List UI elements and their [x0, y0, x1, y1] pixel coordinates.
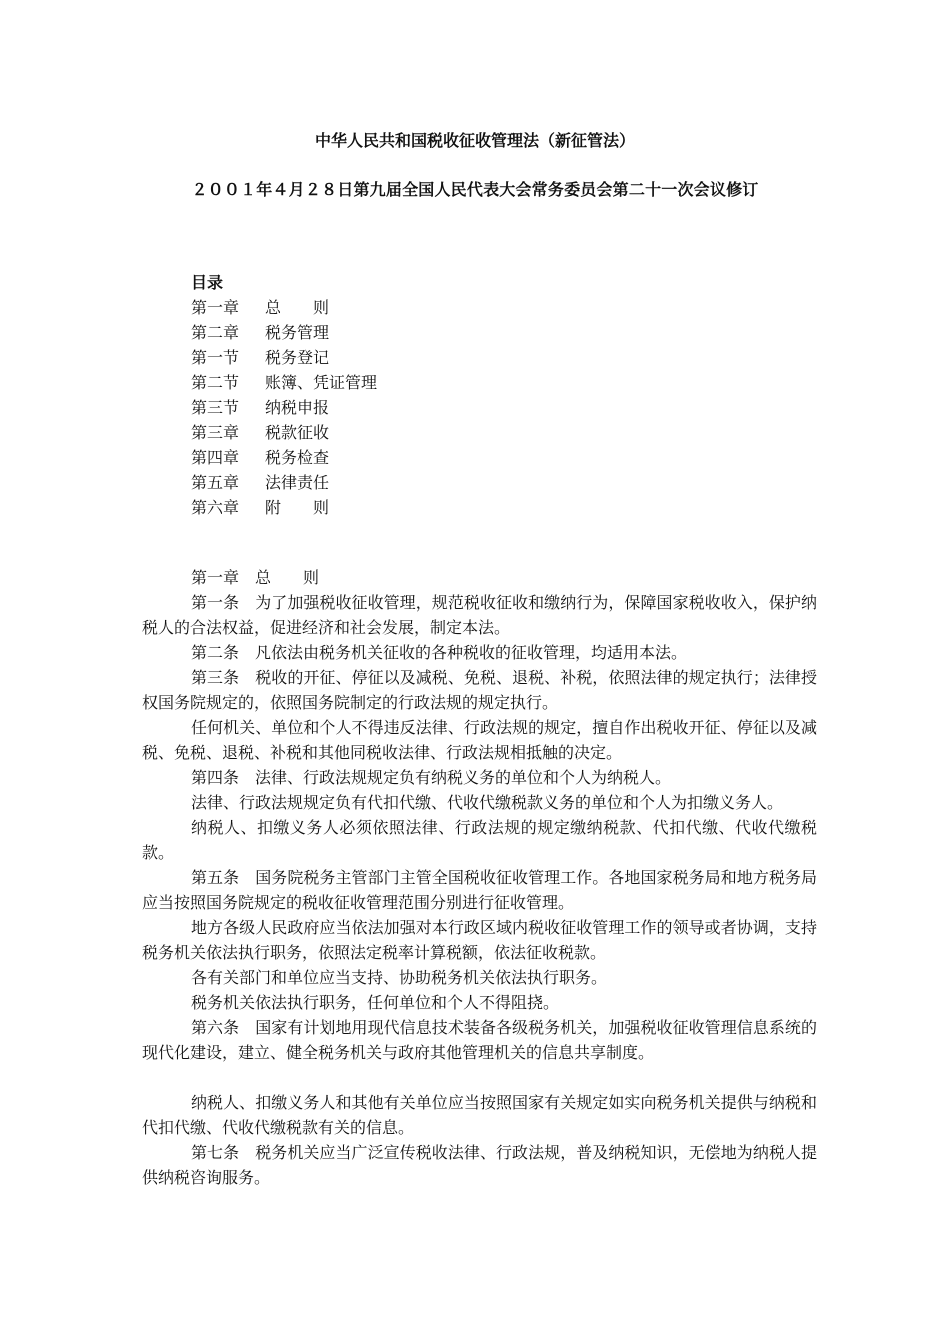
document-subtitle: ２００１年４月２８日第九届全国人民代表大会常务委员会第二十一次会议修订	[191, 180, 759, 199]
document-title: 中华人民共和国税收征收管理法（新征管法）	[314, 131, 635, 150]
toc-item	[191, 320, 377, 345]
article-paragraph: 法律、行政法规规定负有代扣代缴、代收代缴税款义务的单位和个人为扣缴义务人。	[191, 793, 784, 812]
table-of-contents	[191, 270, 377, 520]
toc-item-name: 附 则	[265, 498, 330, 517]
article-paragraph: 纳税人、扣缴义务人必须依照法律、行政法规的规定缴纳税款、代扣代缴、代收代缴税款。	[142, 818, 817, 862]
article-paragraph: 第七条 税务机关应当广泛宣传税收法律、行政法规，普及纳税知识，无偿地为纳税人提供纳税咨询服务。	[142, 1143, 817, 1187]
toc-item-name: 税务检查	[265, 448, 330, 467]
toc-item	[191, 395, 377, 420]
article-paragraph: 各有关部门和单位应当支持、协助税务机关依法执行职务。	[191, 968, 608, 987]
toc-item-number: 第三章	[191, 423, 240, 442]
article-paragraph: 纳税人、扣缴义务人和其他有关单位应当按照国家有关规定如实向税务机关提供与纳税和代扣代缴、代收代缴税款有关的信息。	[142, 1093, 817, 1137]
toc-item-number: 第一节	[191, 348, 240, 367]
toc-item-name: 税款征收	[265, 423, 330, 442]
article-paragraph: 第五条 国务院税务主管部门主管全国税收征收管理工作。各地国家税务局和地方税务局应当按照国务院规定的税收征收管理范围分别进行征收管理。	[142, 868, 817, 912]
document-body	[142, 565, 817, 1190]
article-paragraph: 第四条 法律、行政法规规定负有纳税义务的单位和个人为纳税人。	[191, 768, 672, 787]
article-paragraph: 第三条 税收的开征、停征以及减税、免税、退税、补税，依照法律的规定执行；法律授权国务院规定的，依照国务院制定的行政法规的规定执行。	[142, 668, 817, 712]
article-paragraph: 第一条 为了加强税收征收管理，规范税收征收和缴纳行为，保障国家税收收入，保护纳税人的合法权益，促进经济和社会发展，制定本法。	[142, 593, 817, 637]
article-paragraph: 任何机关、单位和个人不得违反法律、行政法规的规定，擅自作出税收开征、停征以及减税、免税、退税、补税和其他同税收法律、行政法规相抵触的决定。	[142, 718, 817, 762]
toc-item	[191, 445, 377, 470]
toc-item-number: 第五章	[191, 473, 240, 492]
chapter-heading: 第一章 总 则	[191, 568, 320, 587]
toc-item-number: 第一章	[191, 298, 240, 317]
toc-item-name: 总 则	[265, 298, 330, 317]
toc-item-number: 第六章	[191, 498, 240, 517]
toc-item-number: 第三节	[191, 398, 240, 417]
toc-item	[191, 345, 377, 370]
toc-item	[191, 470, 377, 495]
toc-item-name: 税务管理	[265, 323, 330, 342]
toc-item-number: 第二章	[191, 323, 240, 342]
toc-item	[191, 295, 377, 320]
toc-item	[191, 495, 377, 520]
article-paragraph: 第六条 国家有计划地用现代信息技术装备各级税务机关，加强税收征收管理信息系统的现代化建设，建立、健全税务机关与政府其他管理机关的信息共享制度。	[142, 1018, 817, 1062]
toc-heading: 目录	[191, 273, 224, 292]
toc-item	[191, 420, 377, 445]
article-paragraph: 第二条 凡依法由税务机关征收的各种税收的征收管理，均适用本法。	[191, 643, 688, 662]
article-paragraph: 税务机关依法执行职务，任何单位和个人不得阻挠。	[191, 993, 560, 1012]
toc-item	[191, 370, 377, 395]
toc-item-name: 法律责任	[265, 473, 330, 492]
toc-item-name: 税务登记	[265, 348, 330, 367]
toc-item-name: 纳税申报	[265, 398, 330, 417]
article-paragraph: 地方各级人民政府应当依法加强对本行政区域内税收征收管理工作的领导或者协调，支持税务机关依法执行职务，依照法定税率计算税额，依法征收税款。	[142, 918, 817, 962]
blank-line	[142, 1065, 817, 1090]
toc-item-name: 账簿、凭证管理	[265, 373, 378, 392]
toc-item-number: 第二节	[191, 373, 240, 392]
toc-item-number: 第四章	[191, 448, 240, 467]
